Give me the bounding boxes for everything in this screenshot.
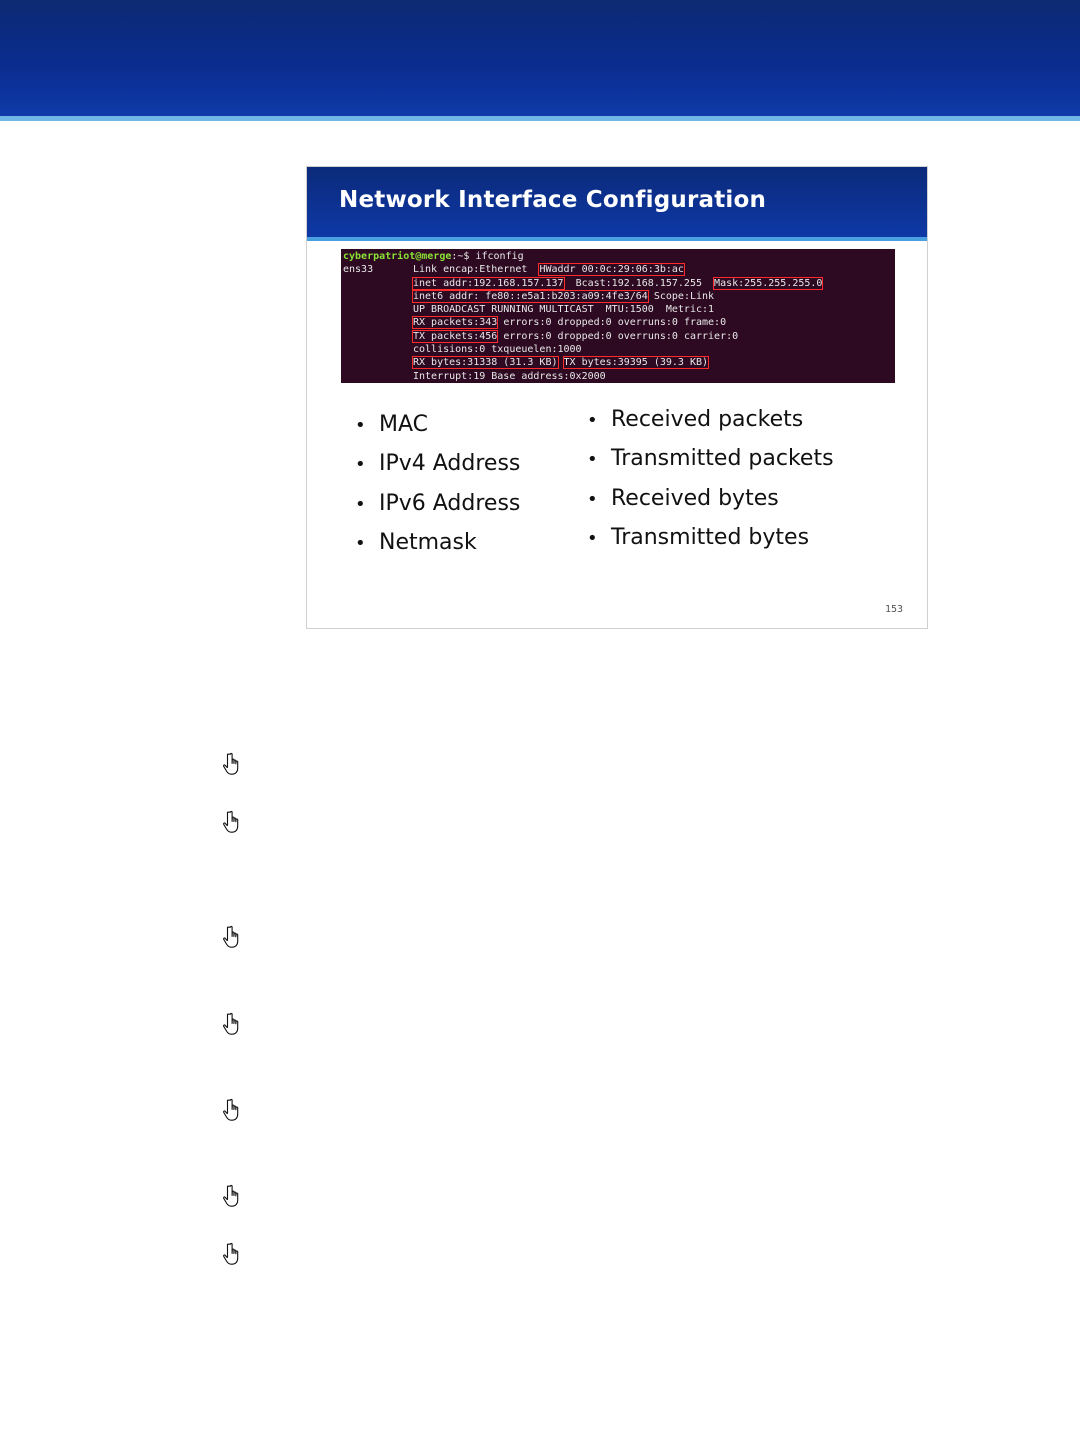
slide-title-rule: [307, 237, 927, 241]
bullet-item: [351, 405, 520, 444]
bullet-item: [583, 400, 834, 439]
pointing-hand-icon: [222, 810, 246, 838]
bullet-item: [583, 479, 834, 518]
terminal-scope: Scope:Link: [653, 290, 715, 302]
pointing-hand-icon: [222, 752, 246, 780]
terminal-collisions: collisions:0 txqueuelen:1000: [413, 344, 582, 356]
terminal-bcast: Bcast:192.168.157.255: [575, 277, 702, 289]
terminal-line-rx-packets: [343, 316, 895, 329]
terminal-rx-bytes: RX bytes:31338 (31.3 KB): [413, 357, 558, 369]
terminal-tx-bytes: TX bytes:39395 (39.3 KB): [563, 357, 709, 369]
terminal-rx-packets: RX packets:343: [413, 317, 498, 329]
terminal-tx-errors: errors:0 dropped:0 overruns:0 carrier:0: [503, 330, 739, 342]
terminal-link-encap: Link encap:Ethernet: [413, 264, 528, 276]
bullet-text: Transmitted packets: [611, 446, 834, 472]
bullet-text: IPv4 Address: [379, 451, 521, 477]
slide-title: Network Interface Configuration: [339, 187, 767, 213]
terminal-line-interrupt: [343, 370, 895, 383]
bullet-dot: •: [355, 493, 366, 515]
bullet-text: IPv6 Address: [379, 490, 521, 516]
bullet-item: [351, 523, 520, 562]
pointing-hand-icon: [222, 925, 246, 953]
terminal-hwaddr: HWaddr 00:0c:29:06:3b:ac: [539, 264, 684, 276]
bullet-dot: •: [355, 454, 366, 476]
bullet-text: Received packets: [611, 407, 804, 432]
bullet-text: Received bytes: [611, 485, 779, 511]
slide-title-bar: [307, 167, 927, 237]
bullet-dot: •: [587, 488, 598, 510]
bullet-dot: •: [355, 415, 366, 436]
terminal-line-flags: [343, 303, 895, 316]
pointing-hand-icon: [222, 1012, 246, 1040]
bullet-item: [351, 444, 520, 483]
terminal-interrupt: Interrupt:19 Base address:0x2000: [413, 370, 606, 382]
pointing-hand-icon: [222, 1098, 246, 1126]
bullet-item: [583, 439, 834, 478]
terminal-inet-addr: inet addr:192.168.157.137: [413, 277, 564, 289]
bullet-text: MAC: [379, 412, 429, 437]
bullet-list-right: [583, 400, 834, 557]
bullet-text: Netmask: [379, 529, 477, 555]
bullet-dot: •: [355, 532, 366, 554]
terminal-interface-name: ens33: [343, 264, 374, 276]
bullet-item: [351, 484, 520, 523]
bullet-item: [583, 518, 834, 557]
bullet-dot: •: [587, 449, 598, 471]
bullet-dot: •: [587, 527, 598, 549]
pointing-hand-icon: [222, 1184, 246, 1212]
terminal-tx-packets: TX packets:456: [413, 330, 498, 342]
terminal-rx-errors: errors:0 dropped:0 overruns:0 frame:0: [503, 317, 727, 329]
terminal-screenshot: [341, 249, 895, 383]
terminal-prompt-line: [343, 250, 895, 263]
terminal-inet6-addr: inet6 addr: fe80::e5a1:b203:a09:4fe3/64: [413, 290, 648, 302]
terminal-line-inet6: [343, 290, 895, 303]
page-header-banner: [0, 0, 1080, 116]
terminal-line-tx-packets: [343, 330, 895, 343]
slide-thumbnail: [306, 166, 928, 629]
bullet-dot: •: [587, 410, 598, 431]
terminal-flags: UP BROADCAST RUNNING MULTICAST MTU:1500 Metric:1: [413, 304, 715, 316]
terminal-line-inet: [343, 277, 895, 290]
terminal-line-collisions: [343, 343, 895, 356]
bullet-text: Transmitted bytes: [611, 524, 810, 550]
terminal-line-bytes: [343, 356, 895, 369]
terminal-prompt-path: :~$: [451, 251, 476, 262]
terminal-mask: Mask:255.255.255.0: [714, 277, 823, 289]
page-header-rule: [0, 116, 1080, 121]
bullet-list-left: [351, 405, 520, 562]
terminal-command: ifconfig: [475, 251, 524, 262]
slide-number: 153: [884, 604, 903, 615]
terminal-prompt-user: cyberpatriot@merge: [343, 251, 452, 262]
pointing-hand-icon: [222, 1242, 246, 1270]
terminal-line-link: [343, 263, 895, 276]
